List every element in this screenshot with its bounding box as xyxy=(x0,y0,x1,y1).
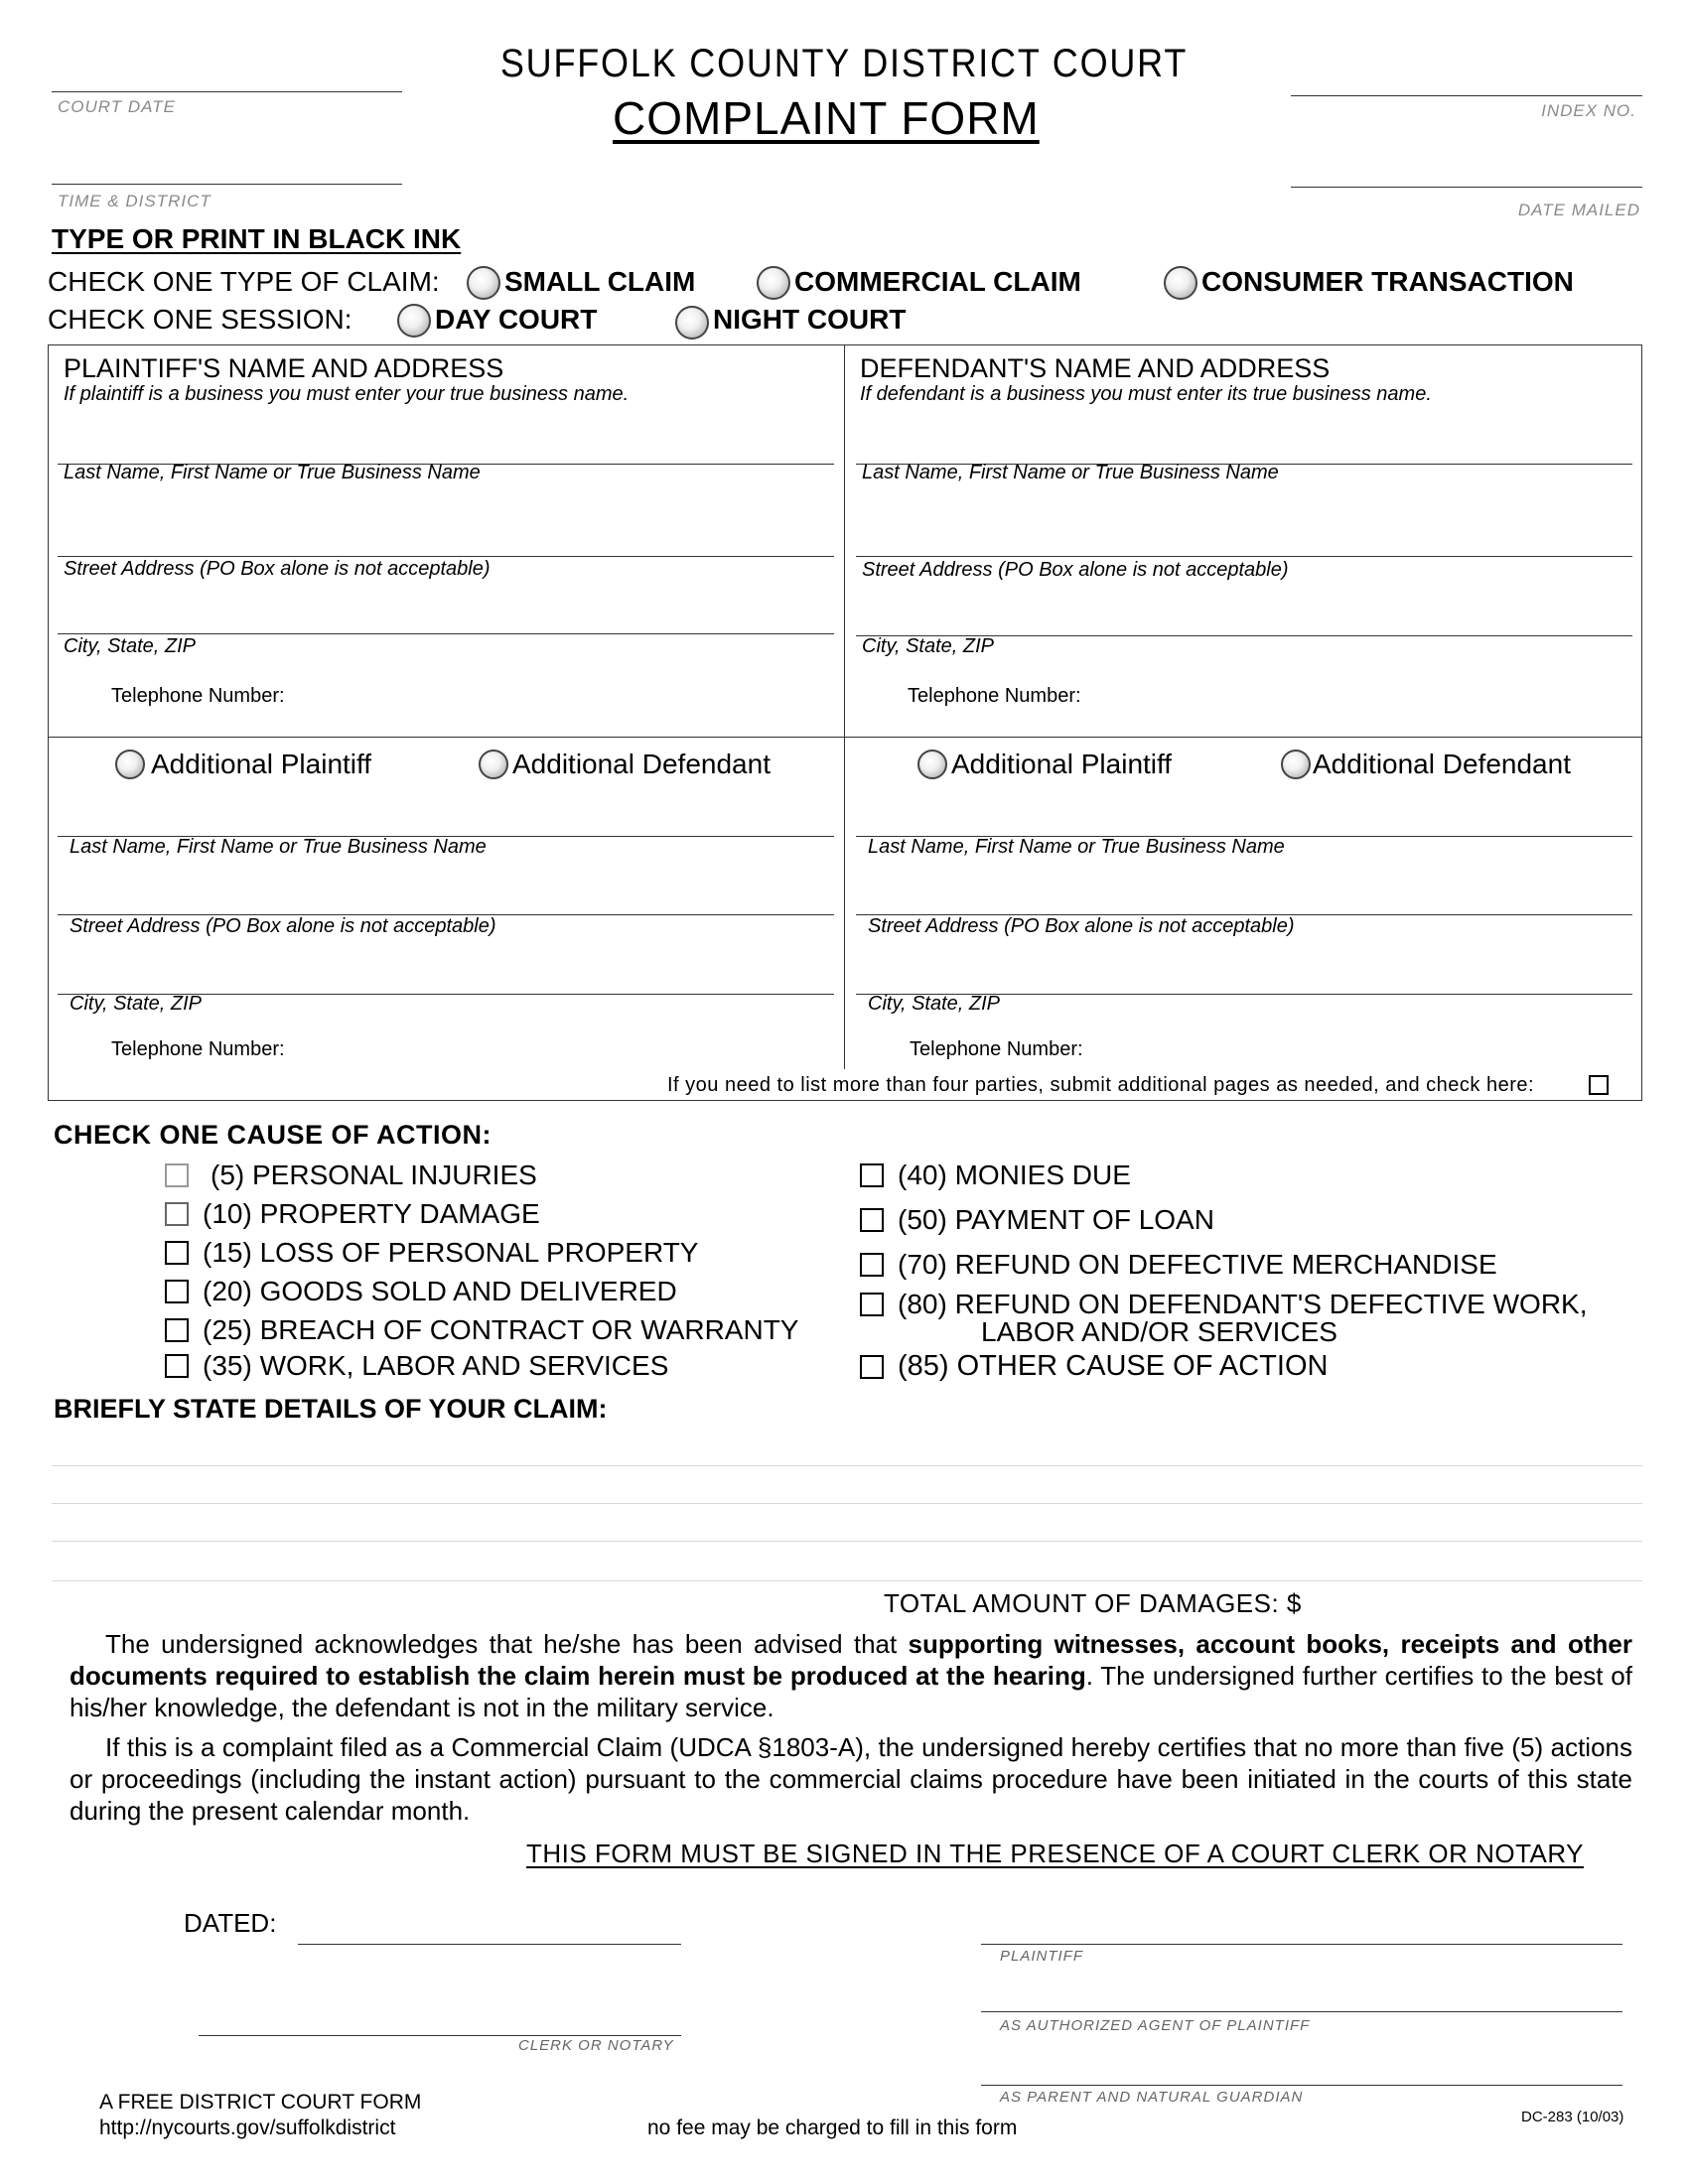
cause-label: (15) LOSS OF PERSONAL PROPERTY xyxy=(203,1237,699,1268)
right-additional-plaintiff-label: Additional Plaintiff xyxy=(951,749,1173,779)
parties-box xyxy=(48,344,1642,1101)
cause-item xyxy=(860,1249,1497,1281)
details-label: BRIEFLY STATE DETAILS OF YOUR CLAIM: xyxy=(54,1394,608,1424)
acknowledgement-paragraph xyxy=(70,1628,1632,1723)
sign-notice: THIS FORM MUST BE SIGNED IN THE PRESENCE OF A COURT CLERK OR NOTARY xyxy=(526,1839,1585,1868)
cause-checkbox[interactable] xyxy=(165,1202,189,1226)
cause-item xyxy=(860,1350,1328,1383)
agent-signature-label: AS AUTHORIZED AGENT OF PLAINTIFF xyxy=(1000,2017,1311,2034)
cause-item xyxy=(165,1198,540,1230)
defendant-name-label: Last Name, First Name or True Business Name xyxy=(862,462,1279,483)
consumer-transaction-label: CONSUMER TRANSACTION xyxy=(1201,266,1574,297)
left-additional-plaintiff-radio[interactable] xyxy=(115,750,145,779)
small-claim-radio[interactable] xyxy=(467,266,500,300)
right-additional-name-label: Last Name, First Name or True Business Name xyxy=(868,836,1285,858)
day-court-radio[interactable] xyxy=(397,304,431,338)
cause-checkbox[interactable] xyxy=(860,1253,884,1277)
plaintiff-signature-label: PLAINTIFF xyxy=(1000,1948,1084,1965)
cause-item xyxy=(860,1204,1214,1236)
left-additional-defendant-label: Additional Defendant xyxy=(512,749,771,779)
defendant-city-label: City, State, ZIP xyxy=(862,635,994,657)
left-additional-telephone-label: Telephone Number: xyxy=(111,1038,285,1060)
right-additional-defendant-radio[interactable] xyxy=(1281,750,1311,779)
plaintiff-name-label: Last Name, First Name or True Business Name xyxy=(64,462,481,483)
more-parties-checkbox[interactable] xyxy=(1589,1075,1609,1095)
night-court-label: NIGHT COURT xyxy=(713,304,907,335)
cause-checkbox[interactable] xyxy=(165,1354,189,1378)
details-line[interactable] xyxy=(52,1465,1642,1466)
cause-label-continued: LABOR AND/OR SERVICES xyxy=(981,1316,1337,1347)
cause-item xyxy=(165,1160,537,1191)
left-additional-city-label: City, State, ZIP xyxy=(70,993,202,1015)
ink-instruction: TYPE OR PRINT IN BLACK INK xyxy=(52,223,462,254)
form-title: COMPLAINT FORM xyxy=(613,92,1040,144)
plaintiff-signature-line[interactable] xyxy=(981,1944,1622,1945)
footer-url[interactable]: http://nycourts.gov/suffolkdistrict xyxy=(99,2116,396,2139)
cause-item xyxy=(860,1160,1131,1191)
cause-label: (35) WORK, LABOR AND SERVICES xyxy=(203,1350,669,1381)
commercial-claim-label: COMMERCIAL CLAIM xyxy=(794,266,1081,297)
form-id: DC-283 (10/03) xyxy=(1521,2109,1624,2125)
defendant-street-label: Street Address (PO Box alone is not acceptable) xyxy=(862,559,1289,581)
clerk-signature-line[interactable] xyxy=(199,2035,681,2036)
cause-checkbox[interactable] xyxy=(165,1318,189,1342)
cause-checkbox[interactable] xyxy=(860,1355,884,1379)
details-line[interactable] xyxy=(52,1541,1642,1542)
right-additional-city-label: City, State, ZIP xyxy=(868,993,1000,1015)
cause-checkbox[interactable] xyxy=(860,1208,884,1232)
right-additional-plaintiff-radio[interactable] xyxy=(917,750,947,779)
claim-type-label: CHECK ONE TYPE OF CLAIM: xyxy=(48,266,440,297)
defendant-header: DEFENDANT'S NAME AND ADDRESS xyxy=(860,353,1331,383)
session-label: CHECK ONE SESSION: xyxy=(48,304,352,335)
day-court-label: DAY COURT xyxy=(435,304,598,335)
court-name: SUFFOLK COUNTY DISTRICT COURT xyxy=(499,42,1189,85)
plaintiff-header: PLAINTIFF'S NAME AND ADDRESS xyxy=(64,353,504,383)
plaintiff-telephone-label: Telephone Number: xyxy=(111,685,285,707)
dated-label: DATED: xyxy=(184,1908,277,1938)
no-fee-note: no fee may be charged to fill in this form xyxy=(647,2116,1018,2139)
small-claim-label: SMALL CLAIM xyxy=(504,266,696,297)
defendant-note: If defendant is a business you must enter its true business name. xyxy=(860,383,1432,405)
right-additional-defendant-label: Additional Defendant xyxy=(1313,749,1571,779)
cause-item xyxy=(165,1350,668,1382)
date-mailed-label: DATE MAILED xyxy=(1517,201,1640,219)
cause-item xyxy=(165,1237,698,1269)
cause-item xyxy=(165,1314,798,1346)
details-line[interactable] xyxy=(52,1503,1642,1504)
cause-checkbox[interactable] xyxy=(165,1280,189,1303)
cause-checkbox[interactable] xyxy=(165,1163,189,1187)
cause-label: (70) REFUND ON DEFECTIVE MERCHANDISE xyxy=(898,1249,1497,1280)
consumer-transaction-radio[interactable] xyxy=(1164,266,1197,300)
ack-bold: supporting witnesses, account books, receipts and other documents required to establish the claim herein must be produced at the hearing xyxy=(70,1629,1632,1691)
court-date-label: COURT DATE xyxy=(58,97,176,116)
cause-label: (40) MONIES DUE xyxy=(898,1160,1131,1190)
cause-label: (20) GOODS SOLD AND DELIVERED xyxy=(203,1276,677,1306)
cause-checkbox[interactable] xyxy=(860,1293,884,1316)
cause-checkbox[interactable] xyxy=(165,1241,189,1265)
details-line[interactable] xyxy=(52,1580,1642,1581)
plaintiff-note: If plaintiff is a business you must enter your true business name. xyxy=(64,383,630,405)
night-court-radio[interactable] xyxy=(675,306,709,340)
left-additional-name-label: Last Name, First Name or True Business Name xyxy=(70,836,487,858)
defendant-street-line[interactable] xyxy=(856,556,1632,557)
cause-checkbox[interactable] xyxy=(860,1163,884,1187)
cause-label: (50) PAYMENT OF LOAN xyxy=(898,1204,1214,1235)
more-parties-note: If you need to list more than four parties, submit additional pages as needed, and check here: xyxy=(667,1074,1535,1096)
commercial-claim-radio[interactable] xyxy=(757,266,790,300)
dated-line[interactable] xyxy=(298,1944,681,1945)
left-additional-street-label: Street Address (PO Box alone is not acceptable) xyxy=(70,915,496,937)
time-district-label: TIME & DISTRICT xyxy=(58,192,211,210)
index-no-label: INDEX NO. xyxy=(1541,101,1636,120)
agent-signature-line[interactable] xyxy=(981,2011,1622,2012)
cause-label: (85) OTHER CAUSE OF ACTION xyxy=(898,1350,1329,1382)
defendant-telephone-label: Telephone Number: xyxy=(908,685,1081,707)
plaintiff-city-line[interactable] xyxy=(58,633,834,634)
ack-end: . The undersigned further certifies to the best of his/her knowledge, the defendant is not in the military service. xyxy=(70,1661,1632,1722)
guardian-signature-label: AS PARENT AND NATURAL GUARDIAN xyxy=(1000,2089,1304,2106)
left-additional-defendant-radio[interactable] xyxy=(479,750,508,779)
plaintiff-city-label: City, State, ZIP xyxy=(64,635,196,657)
cause-label: (10) PROPERTY DAMAGE xyxy=(203,1198,540,1229)
cause-of-action-label: CHECK ONE CAUSE OF ACTION: xyxy=(54,1120,492,1150)
total-damages-label: TOTAL AMOUNT OF DAMAGES: $ xyxy=(884,1588,1302,1618)
commercial-certification-paragraph: If this is a complaint filed as a Commercial Claim (UDCA §1803-A), the undersigned hereby certifies that no more than five (5) actions or proceedings (including the instant action) pursuant to the commercial claims procedure have been initiated in the courts of this state during the present calendar month. xyxy=(70,1732,1632,1826)
cause-label: (5) PERSONAL INJURIES xyxy=(211,1160,537,1190)
plaintiff-street-line[interactable] xyxy=(58,556,834,557)
left-additional-plaintiff-label: Additional Plaintiff xyxy=(151,749,372,779)
free-form-label: A FREE DISTRICT COURT FORM xyxy=(99,2091,422,2114)
plaintiff-street-label: Street Address (PO Box alone is not acceptable) xyxy=(64,558,491,580)
ack-start: The undersigned acknowledges that he/she has been advised that xyxy=(105,1629,909,1659)
cause-label: (25) BREACH OF CONTRACT OR WARRANTY xyxy=(203,1314,799,1345)
clerk-label: CLERK OR NOTARY xyxy=(518,2037,674,2054)
right-additional-telephone-label: Telephone Number: xyxy=(910,1038,1083,1060)
cause-label: (80) REFUND ON DEFENDANT'S DEFECTIVE WORK, xyxy=(898,1289,1588,1319)
right-additional-street-label: Street Address (PO Box alone is not acceptable) xyxy=(868,915,1295,937)
guardian-signature-line[interactable] xyxy=(981,2085,1622,2086)
cause-item xyxy=(165,1276,677,1307)
